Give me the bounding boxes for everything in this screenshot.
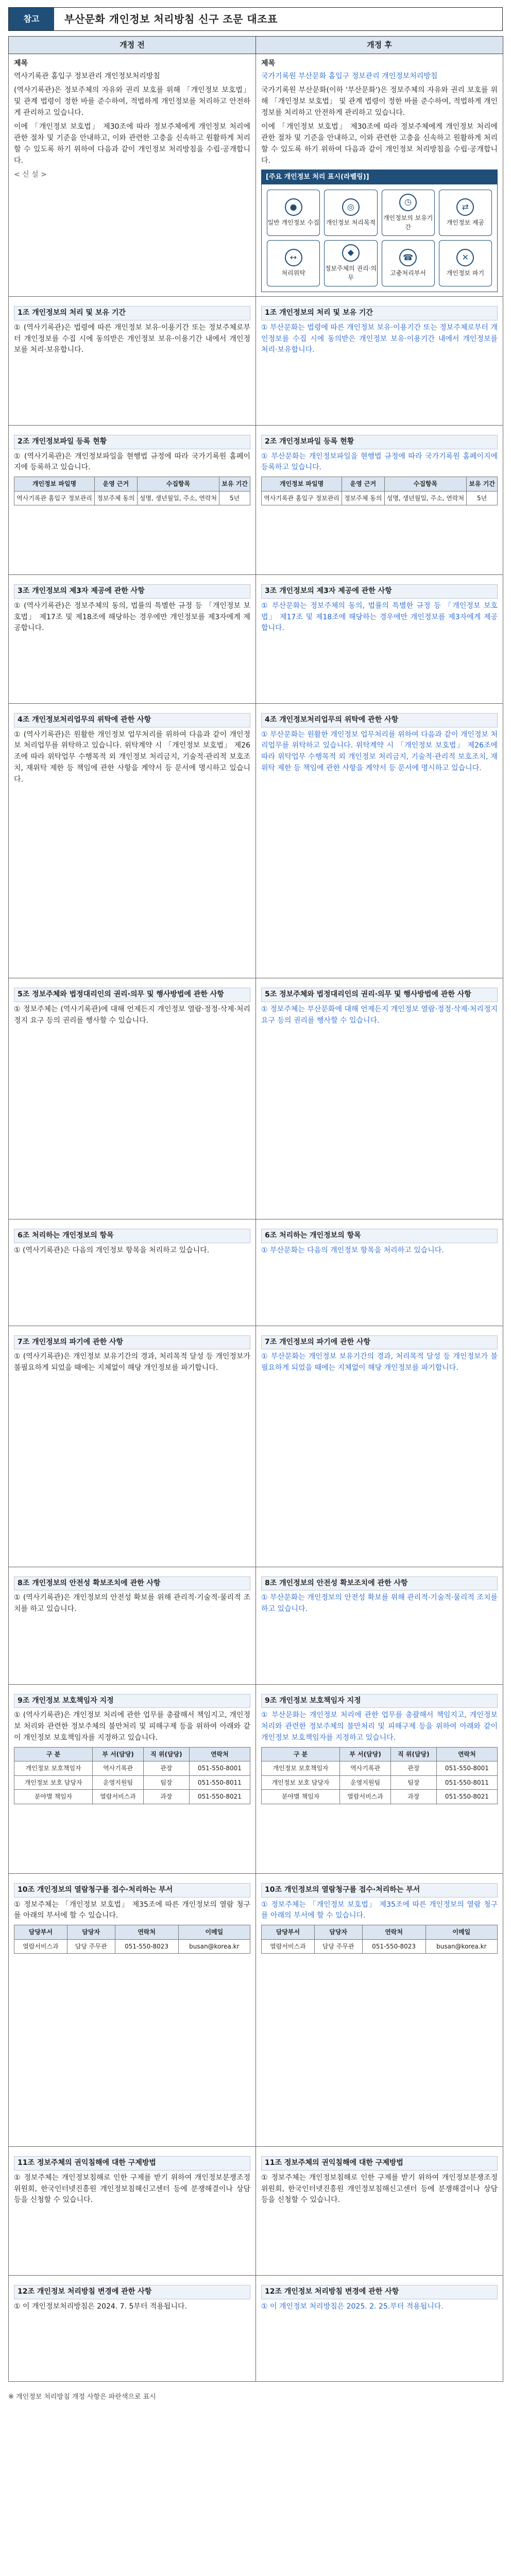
label-text: 개인정보 처리목적 (326, 219, 376, 227)
table-row: 열람서비스과 담당 주무관 051-550-8023 busan@korea.kr (262, 1939, 498, 1954)
table-row: 분야별 책임자 열람서비스과 과장 051-550-8021 (14, 1790, 250, 1804)
trash-icon: ✕ (456, 249, 474, 266)
new-intro-p2: 이에 「개인정보 보호법」 제30조에 따라 정보주체에게 개인정보 처리에 관한 절차 및 기준을 안내하고, 이와 관련한 고충을 신속하고 원활하게 처리할 수 있도록 하기 위하여 다음과 같이 개인정보 처리방침을 수립·공개합니다. (261, 123, 498, 165)
new-section-body: ① 정보주체는 「개인정보 보호법」 제35조에 따른 개인정보의 열람 청구를 아래의 부서에 할 수 있습니다. (261, 1900, 498, 1920)
old-section-body: ① (역사기록관)은 다음의 개인정보 항목을 처리하고 있습니다. (14, 1246, 210, 1255)
old-section-body: ① (역사기록관)은 원활한 개인정보 업무처리를 위하여 다음과 같이 개인정보 처리업무를 위탁하고 있습니다. 위탁계약 시 「개인정보 보호법」 제26조에 따라 위탁업무 수행목적 외 개인정보 처리금지, 기술적·관리적 보호조치, 재위탁 제한 등 책임에 관한 사항을 계약서 등 문서에 명시하고 있습니다. (14, 730, 250, 784)
section-row (9, 1219, 503, 1326)
old-section-body: ① 이 개인정보처리방침은 2024. 7. 5부터 적용됩니다. (14, 2302, 187, 2311)
label-cell (382, 190, 435, 236)
old-section-body: ① (역사기록관)은 정보주체의 동의, 법률의 특별한 규정 등 「개인정보 보호법」 제17조 및 제18조에 해당하는 경우에만 개인정보를 제3자에게 제공합니다. (14, 602, 250, 633)
new-section-body: ① 정보주체는 부산문화에 대해 언제든지 개인정보 열람·정정·삭제·처리정지 요구 등의 권리를 행사할 수 있습니다. (261, 1005, 498, 1025)
label-text: 고충처리부서 (390, 269, 426, 277)
label-cell (324, 240, 377, 286)
section-row (9, 297, 503, 426)
label-text: 정보주체의 권리·의무 (325, 264, 377, 282)
old-section-body: ① (역사기록관)은 개인정보파일을 현행법 규정에 따라 국가기록원 홈페이지에 등록하고 있습니다. (14, 452, 250, 472)
new-file-table: 개인정보 파일명 운영 근거 수집항목 보유 기간 역사기록관 홈입구 정보관리 정보주체 동의 성명, 생년월일, 주소, 연락처 5년 (261, 477, 498, 505)
new-section-head: 7조 개인정보의 파기에 관한 사항 (261, 1335, 498, 1350)
clock-icon: ◷ (399, 194, 417, 211)
new-section-head: 3조 개인정보의 제3자 제공에 관한 사항 (261, 584, 498, 599)
old-intro-cell: 제목 역사기록관 홈입구 정보관리 개인정보처리방침 (역사기록관)은 정보주체의 자유와 권리 보호를 위해 「개인정보 보호법」 및 관계 법령이 정한 바를 준수하여, 적법하게 개인정보를 처리하고 안전하게 관리하고 있습니다. 이에 「개인정보 보호법」 제30조에 따라 정보주체에게 개인정보 처리에 관한 절차 및 기준을 안내하고, 이와 관련한 고충을 신속하고 원활하게 처리할 수 있도록 하기 위하여 다음과 같이 개인정보 처리방침을 수립·공개합니다. < 신 설 > (9, 54, 256, 297)
labeling-title: [주요 개인정보 처리 표시(라벨링)] (262, 170, 497, 184)
old-file-table: 개인정보 파일명 운영 근거 수집항목 보유 기간 역사기록관 홈입구 정보관리 정보주체 동의 성명, 생년월일, 주소, 연락처 5년 (14, 477, 250, 505)
old-section-head: 7조 개인정보의 파기에 관한 사항 (14, 1335, 250, 1350)
new-section-head: 10조 개인정보의 열람청구를 접수·처리하는 부서 (261, 1883, 498, 1897)
new-section-head: 12조 개인정보 처리방침 변경에 관한 사항 (261, 2285, 498, 2299)
new-section-head: 11조 정보주체의 권익침해에 대한 구제방법 (261, 2156, 498, 2171)
old-intro-p1: (역사기록관)은 정보주체의 자유와 권리 보호를 위해 「개인정보 보호법」 및 관계 법령이 정한 바를 준수하여, 적법하게 개인정보를 처리하고 안전하게 관리하고 있습니다. (14, 86, 250, 117)
new-section-body: ① 부산문화는 원활한 개인정보 업무처리를 위하여 다음과 같이 개인정보 처리업무를 위탁하고 있습니다. 위탁계약 시 「개인정보 보호법」 제26조에 따라 위탁업무 수행목적 외 개인정보 처리금지, 기술적·관리적 보호조치, 재위탁 제한 등 책임에 관한 사항을 계약서 등 문서에 명시하고 있습니다. (261, 730, 498, 772)
table-row: 개인정보 보호책임자 역사기록관 관장 051-550-8001 (14, 1761, 250, 1776)
new-section-body: ① 부산문화는 개인정보의 안전성 확보를 위해 관리적·기술적·물리적 조치를 하고 있습니다. (261, 1594, 498, 1614)
table-row: 역사기록관 홈입구 정보관리 정보주체 동의 성명, 생년월일, 주소, 연락처 5년 (262, 491, 498, 505)
old-section-head: 11조 정보주체의 권익침해에 대한 구제방법 (14, 2156, 250, 2171)
reference-tag: 참고 (9, 8, 54, 30)
label-text: 개인정보 파기 (446, 269, 485, 277)
share-icon: ⇄ (456, 198, 474, 216)
new-section-body: ① 이 개인정보 처리방침은 2025. 2. 25.부터 적용됩니다. (261, 2302, 444, 2311)
shield-icon: ◆ (342, 244, 360, 262)
table-row: 분야별 책임자 열람서비스과 과장 051-550-8021 (262, 1790, 498, 1804)
section-row (9, 978, 503, 1219)
table-row: 개인정보 보호 담당자 운영지원팀 팀장 051-550-8011 (14, 1775, 250, 1790)
page-title: 부산문화 개인정보 처리방침 신구 조문 대조표 (64, 12, 278, 25)
new-section-head: 9조 개인정보 보호책임자 지정 (261, 1694, 498, 1708)
table-row: 역사기록관 홈입구 정보관리 정보주체 동의 성명, 생년월일, 주소, 연락처 5년 (14, 491, 250, 505)
old-section-head: 10조 개인정보의 열람청구를 접수·처리하는 부서 (14, 1883, 250, 1897)
old-section-body: ① (역사기록관)은 법령에 따른 개인정보 보유·이용기간 또는 정보주체로부터 개인정보를 수집 시에 동의받은 개인정보 보유·이용기간 내에서 개인정보를 처리·보유합니다. (14, 324, 250, 354)
new-section-body: ① 정보주체는 개인정보침해로 인한 구제를 받기 위하여 개인정보분쟁조정위원회, 한국인터넷진흥원 개인정보침해신고센터 등에 분쟁해결이나 상담 등을 신청할 수 있습니다. (261, 2173, 498, 2205)
section-row (9, 426, 503, 575)
section-row (9, 1873, 503, 2146)
footer-note: ※ 개인정보 처리방침 개정 사항은 파란색으로 표시 (8, 2393, 156, 2401)
new-section-body: ① 부산문화는 개인정보 처리에 관한 업무를 총괄해서 책임지고, 개인정보 처리와 관련한 정보주체의 불만처리 및 피해구제 등을 위하여 아래와 같이 개인정보 보호책임자를 지정하고 있습니다. (261, 1711, 498, 1742)
old-section-head: 1조 개인정보의 처리 및 보유 기간 (14, 306, 250, 320)
old-section-body: ① (역사기록관)은 개인정보의 안전성 확보를 위해 관리적·기술적·물리적 조치를 하고 있습니다. (14, 1594, 250, 1614)
old-section-head: 5조 정보주체와 법정대리인의 권리·의무 및 행사방법에 관한 사항 (14, 988, 250, 1002)
label-text: 개인정보의 보유기간 (383, 214, 433, 231)
old-intro-p2: 이에 「개인정보 보호법」 제30조에 따라 정보주체에게 개인정보 처리에 관한 절차 및 기준을 안내하고, 이와 관련한 고충을 신속하고 원활하게 처리할 수 있도록 하기 위하여 다음과 같이 개인정보 처리방침을 수립·공개합니다. (14, 123, 250, 165)
new-intro-cell: 제목 국가기록원 부산문화 홈입구 정보관리 개인정보처리방침 국가기록원 부산문화(이하 '부산문화')은 정보주체의 자유와 권리 보호를 위해 「개인정보 보호법」 및 관계 법령이 정한 바를 준수하여, 적법하게 개인정보를 처리하고 안전하게 관리하고 있습니다. 이에 「개인정보 보호법」 제30조에 따라 정보주체에게 개인정보 처리에 관한 절차 및 기준을 안내하고, 이와 관련한 고충을 신속하고 원활하게 처리할 수 있도록 하기 위하여 다음과 같이 개인정보 처리방침을 수립·공개합니다. [주요 개인정보 처리 표시(라벨링)] ● 일반 개인정보 수집 ◎ 개인정보 처리목적 ◷ 개인정보의 보유기간 ⇄ 개인정보 제공 ↔ 처리위탁 ◆ 정보주체의 권리·의무 ☎ 고충처리부서 ✕ 개인정보 파기 (256, 54, 503, 297)
labeling-panel (261, 170, 498, 292)
column-new-header: 개정 후 (256, 37, 503, 54)
section-row (9, 575, 503, 704)
new-section-head: 6조 처리하는 개인정보의 항목 (261, 1229, 498, 1243)
label-cell (324, 190, 377, 236)
section-row (9, 1567, 503, 1684)
new-dept-table: 담당부서 담당자 연락처 이메일 열람서비스과 담당 주무관 051-550-8023 busan@korea.kr (261, 1925, 498, 1954)
old-section-head: 4조 개인정보처리업무의 위탁에 관한 사항 (14, 713, 250, 727)
old-label-note: < 신 설 > (14, 171, 47, 179)
section-row (9, 704, 503, 978)
handshake-icon: ↔ (285, 249, 302, 266)
old-section-head: 6조 처리하는 개인정보의 항목 (14, 1229, 250, 1243)
intro-row (9, 54, 503, 297)
new-section-body: ① 부산문화는 다음의 개인정보 항목을 처리하고 있습니다. (261, 1246, 444, 1255)
new-section-head: 5조 정보주체와 법정대리인의 권리·의무 및 행사방법에 관한 사항 (261, 988, 498, 1002)
new-section-head: 1조 개인정보의 처리 및 보유 기간 (261, 306, 498, 320)
new-section-head: 4조 개인정보처리업무의 위탁에 관한 사항 (261, 713, 498, 727)
old-section-head: 12조 개인정보 처리방침 변경에 관한 사항 (14, 2285, 250, 2299)
label-text: 개인정보 제공 (446, 219, 485, 227)
new-intro: 국가기록원 부산문화 홈입구 정보관리 개인정보처리방침 (261, 72, 438, 80)
old-section-head: 2조 개인정보파일 등록 현황 (14, 435, 250, 449)
table-row: 개인정보 보호책임자 역사기록관 관장 051-550-8001 (262, 1761, 498, 1776)
column-old-header: 개정 전 (9, 37, 256, 54)
label-text: 처리위탁 (281, 269, 305, 277)
label-text: 일반 개인정보 수집 (267, 219, 319, 227)
new-intro-p1: 국가기록원 부산문화(이하 '부산문화')은 정보주체의 자유와 권리 보호를 위해 「개인정보 보호법」 및 관계 법령이 정한 바를 준수하여, 적법하게 개인정보를 처리하고 안전하게 관리하고 있습니다. (261, 86, 498, 117)
headset-icon: ☎ (399, 249, 417, 266)
old-section-body: ① (역사기록관)은 개인정보 처리에 관한 업무를 총괄해서 책임지고, 개인정보 처리와 관련한 정보주체의 불만처리 및 피해구제 등을 위하여 아래와 같이 개인정보 보호책임자를 지정하고 있습니다. (14, 1711, 250, 1742)
old-section-body: ① 정보주체는 (역사기록관)에 대해 언제든지 개인정보 열람·정정·삭제·처리정지 요구 등의 권리를 행사할 수 있습니다. (14, 1005, 250, 1025)
comparison-table (8, 36, 503, 2382)
new-section-body: ① 부산문화는 개인정보 보유기간의 경과, 처리목적 달성 등 개인정보가 불필요하게 되었을 때에는 지체없이 해당 개인정보를 파기합니다. (261, 1352, 498, 1372)
old-dept-table: 담당부서 담당자 연락처 이메일 열람서비스과 담당 주무관 051-550-8023 busan@korea.kr (14, 1925, 250, 1954)
new-contact-table: 구 분 부 서(담당) 직 위(담당) 연락처 개인정보 보호책임자 역사기록관 관장 051-550-8001 개인정보 보호 담당자 운영지원팀 팀장 051-550-8011 분야별 책임자 열람서비스과 과장 051-550-8021 (261, 1747, 498, 1804)
old-contact-table: 구 분 부 서(담당) 직 위(담당) 연락처 개인정보 보호책임자 역사기록관 관장 051-550-8001 개인정보 보호 담당자 운영지원팀 팀장 051-550-8011 분야별 책임자 열람서비스과 과장 051-550-8021 (14, 1747, 250, 1804)
old-section-head: 8조 개인정보의 안전성 확보조치에 관한 사항 (14, 1577, 250, 1591)
table-row: 개인정보 보호 담당자 운영지원팀 팀장 051-550-8011 (262, 1775, 498, 1790)
section-row (9, 1684, 503, 1873)
label-cell (439, 240, 492, 286)
old-section-body: ① 정보주체는 개인정보침해로 인한 구제를 받기 위하여 개인정보분쟁조정위원회, 한국인터넷진흥원 개인정보침해신고센터 등에 분쟁해결이나 상담 등을 신청할 수 있습니다. (14, 2173, 250, 2205)
new-section-body: ① 부산문화는 법령에 따른 개인정보 보유·이용기간 또는 정보주체로부터 개인정보를 수집 시에 동의받은 개인정보 보유·이용기간 내에서 개인정보를 처리·보유합니다. (261, 324, 498, 354)
new-section-head: 2조 개인정보파일 등록 현황 (261, 435, 498, 449)
label-cell (267, 240, 320, 286)
old-section-head: 9조 개인정보 보호책임자 지정 (14, 1694, 250, 1708)
target-icon: ◎ (342, 198, 360, 216)
new-section-head: 8조 개인정보의 안전성 확보조치에 관한 사항 (261, 1577, 498, 1591)
section-row (9, 2147, 503, 2276)
labeling-grid (262, 184, 497, 292)
old-section-body: ① (역사기록관)은 개인정보 보유기간의 경과, 처리목적 달성 등 개인정보가 불필요하게 되었을 때에는 지체없이 해당 개인정보를 파기합니다. (14, 1352, 250, 1372)
old-section-head: 3조 개인정보의 제3자 제공에 관한 사항 (14, 584, 250, 599)
section-row (9, 1326, 503, 1567)
title-bar (8, 7, 503, 31)
section-row (9, 2275, 503, 2381)
label-cell (267, 190, 320, 236)
old-section-body: ① 정보주체는 「개인정보 보호법」 제35조에 따른 개인정보의 열람 청구를 아래의 부서에 할 수 있습니다. (14, 1900, 250, 1920)
user-icon: ● (285, 198, 302, 216)
label-cell (439, 190, 492, 236)
old-intro: 역사기록관 홈입구 정보관리 개인정보처리방침 (14, 72, 160, 80)
new-section-body: ① 부산문화는 정보주체의 동의, 법률의 특별한 규정 등 「개인정보 보호법」 제17조 및 제18조에 해당하는 경우에만 개인정보를 제3자에게 제공합니다. (261, 602, 498, 633)
table-row: 열람서비스과 담당 주무관 051-550-8023 busan@korea.kr (14, 1939, 250, 1954)
label-cell (382, 240, 435, 286)
new-section-body: ① 부산문화는 개인정보파일을 현행법 규정에 따라 국가기록원 홈페이지에 등록하고 있습니다. (261, 452, 498, 472)
